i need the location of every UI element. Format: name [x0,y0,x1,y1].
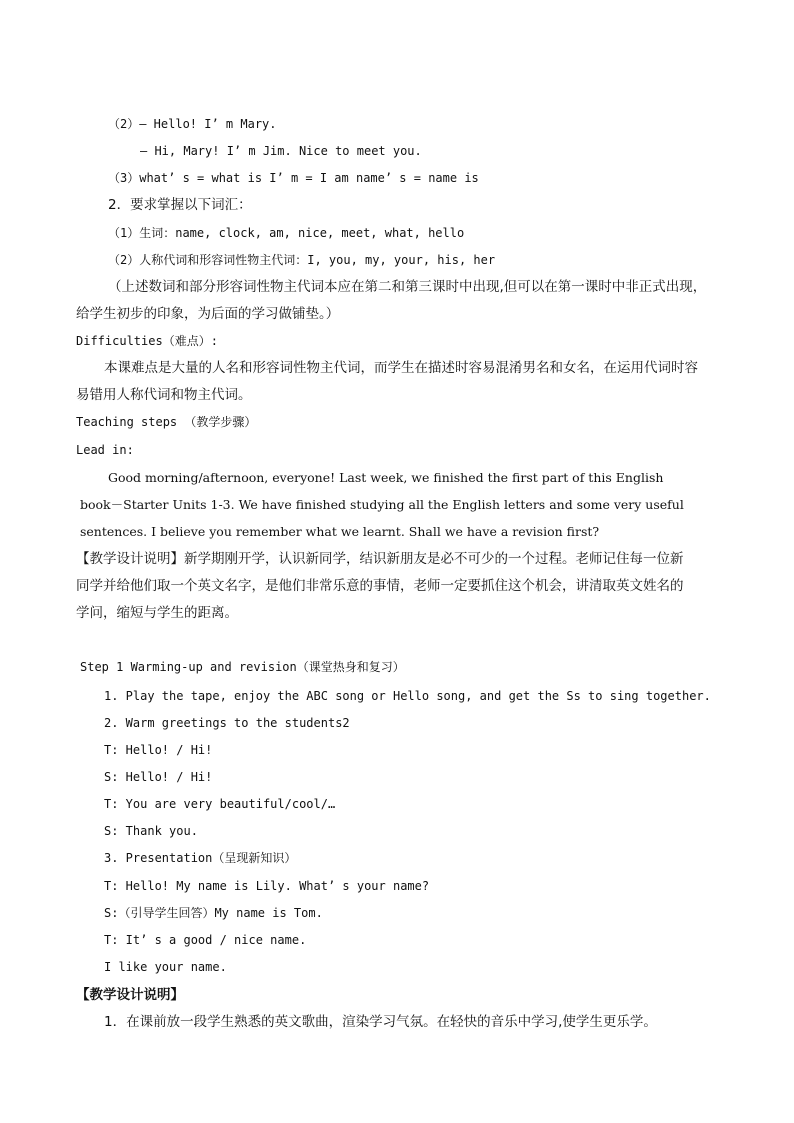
difficulties-text-1: 本课难点是大量的人名和形容词性物主代词，而学生在描述时容易混淆男名和女名，在运用代词时容 [104,360,698,376]
new-words-line: （1）生词：name, clock, am, nice, meet, what, hello [108,226,465,240]
teacher-line-2: T: You are very beautiful/cool/… [104,797,336,811]
lead-in-text-1: Good morning/afternoon, everyone! Last week, we finished the first part of this English [108,470,664,485]
student-line-1: S: Hello! / Hi! [104,770,213,784]
dialogue-line-mary: （2）— Hello! I’ m Mary. [108,117,277,131]
lead-in-text-3: sentences. I believe you remember what we learnt. Shall we have a revision first? [80,524,600,539]
teacher-line-4: T: It’ s a good / nice name. [104,933,307,947]
note-line-1: （上述数词和部分形容词性物主代词本应在第二和第三课时中出现,但可以在第一课时中非正式出现， [108,279,707,295]
teacher-line-1: T: Hello! / Hi! [104,743,213,757]
step-item-1: 1. Play the tape, enjoy the ABC song or Hello song, and get the Ss to sing together. [104,689,711,703]
teacher-line-3: T: Hello! My name is Lily. What’ s your name? [104,879,430,893]
design-note-heading: 【教学设计说明】 [76,987,184,1003]
student-line-3: S:（引导学生回答）My name is Tom. [104,906,323,920]
presentation-heading: 3. Presentation（呈现新知识） [104,851,297,865]
design-note-item-1: 1．在课前放一段学生熟悉的英文歌曲，渲染学习气氛。在轻快的音乐中学习,使学生更乐学。 [104,1014,657,1030]
teacher-line-5: I like your name. [104,960,227,974]
design-note-1: 【教学设计说明】新学期刚开学，认识新同学，结识新朋友是必不可少的一个过程。老师记住每一位新 [76,551,684,567]
difficulties-heading: Difficulties（难点）: [76,334,218,348]
contractions-line: （3）what’ s = what is I’ m = I am name’ s = name is [108,171,479,185]
lead-in-text-2: book－Starter Units 1-3. We have finished studying all the English letters and some very useful [80,497,684,512]
teaching-steps-heading: Teaching steps （教学步骤） [76,415,257,429]
note-line-2: 给学生初步的印象，为后面的学习做铺垫。） [76,306,340,322]
step-item-2: 2. Warm greetings to the students2 [104,716,350,730]
pronouns-line: （2）人称代词和形容词性物主代词：I, you, my, your, his, her [108,253,496,267]
student-line-2: S: Thank you. [104,824,198,838]
step-1-heading: Step 1 Warming-up and revision（课堂热身和复习） [80,660,405,674]
lead-in-heading: Lead in: [76,443,134,457]
vocabulary-heading: 2．要求掌握以下词汇： [108,197,252,213]
dialogue-line-jim: — Hi, Mary! I’ m Jim. Nice to meet you. [140,144,422,158]
design-note-3: 学问，缩短与学生的距离。 [76,605,238,621]
design-note-2: 同学并给他们取一个英文名字，是他们非常乐意的事情，老师一定要抓住这个机会，讲清取英文姓名的 [76,578,684,594]
difficulties-text-2: 易错用人称代词和物主代词。 [76,387,252,403]
